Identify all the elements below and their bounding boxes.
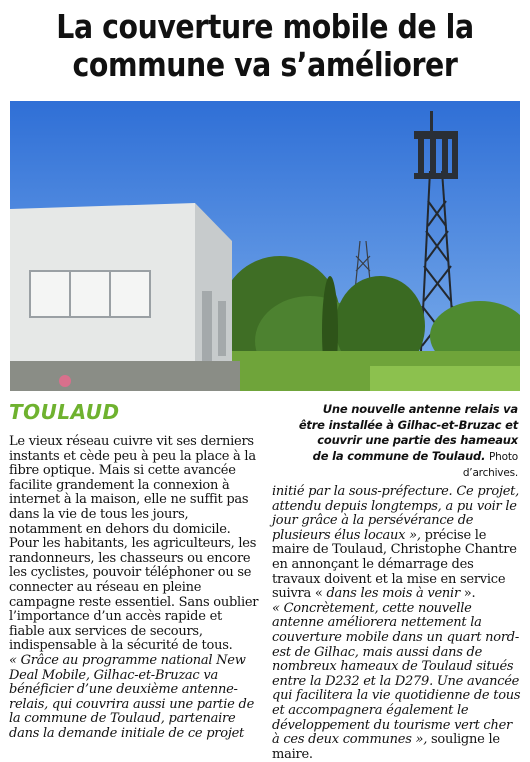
house (10, 203, 240, 391)
article-column-left (9, 435, 261, 741)
quote-text: dans les mois à venir (326, 586, 460, 602)
quote-text: initié par la sous-préfecture. Ce projet, attendu depuis longtemps, a pu voir le jour grâce à la persévérance de plusieurs élus locaux », (272, 484, 520, 543)
paragraph (272, 485, 522, 602)
body-text: souligne le maire. (272, 732, 500, 762)
photo-caption (298, 402, 518, 482)
antenna-house-illustration (10, 101, 520, 391)
quote-text: « Concrètement, cette nouvelle antenne améliorera nettement la couverture mobile dans un quart nord-est de Gilhac, mais aussi dans de nombreux hameaux de Toulaud situés entre la D232 et la D279. Une avancée qui facilitera la vie quotidienne de tous et accompagnera également le développement du tourisme vert cher à ces deux communes », (272, 600, 521, 748)
paragraph (272, 602, 522, 762)
article-column-right (272, 485, 522, 762)
caption-credit: Photo d’archives. (462, 450, 518, 479)
headline: La couverture mobile de la commune va s’améliorer (56, 7, 474, 84)
body-text: précise le maire de Toulaud, Christophe Chantre en annonçant le démarrage des travaux doivent et la mise en service suivra « (272, 527, 517, 602)
article-photo (10, 101, 520, 391)
paragraph: Le vieux réseau cuivre vit ses derniers instants et cède peu à peu la place à la fibre optique. Mais si cette avancée facilite grandement la connexion à internet à la maison, elle ne suffit pas dans la vie de tous les jours, notamment en dehors du domicile. Pour les habitants, les agriculteurs, les randonneurs, les chasseurs ou encore les cyclistes, pouvoir téléphoner ou se connecter au réseau en pleine campagne reste essentiel. Sans oublier l’importance d’un accès rapide et fiable aux services de secours, indispensable à la sécurité de tous. (9, 434, 259, 654)
quote-paragraph: « Grâce au programme national New Deal Mobile, Gilhac-et-Bruzac va bénéficier d’une deuxième antenne-relais, qui couvrira aussi une partie de la commune de Toulaud, partenaire dans la demande initiale de ce projet (9, 652, 255, 741)
caption-text: Une nouvelle antenne relais va être installée à Gilhac-et-Bruzac et couvrir une partie des hameaux de la commune de Toulaud. (298, 402, 518, 463)
body-text: ». (459, 586, 476, 602)
section-label: TOULAUD (9, 400, 120, 424)
flowers (59, 375, 71, 387)
